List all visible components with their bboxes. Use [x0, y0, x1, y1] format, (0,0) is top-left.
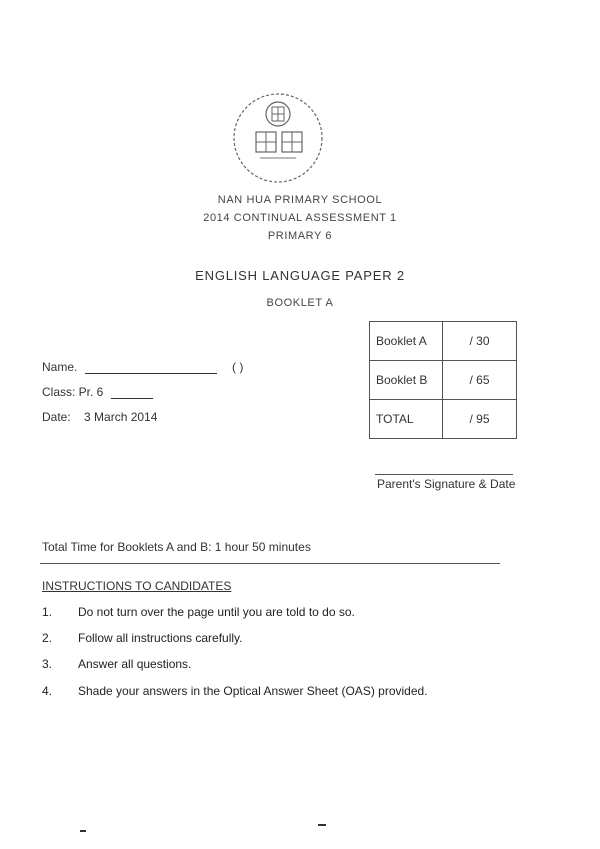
- instruction-item: [42, 684, 428, 698]
- marks-value: / 95: [443, 400, 517, 439]
- register-number-brackets: ( ): [232, 360, 244, 374]
- instruction-number: 2.: [42, 631, 53, 645]
- marks-table: [369, 321, 517, 439]
- table-row: [370, 400, 517, 439]
- instruction-number: 4.: [42, 684, 53, 698]
- marks-value: / 30: [443, 322, 517, 361]
- name-label: Name.: [42, 360, 78, 374]
- date-value: 3 March 2014: [84, 410, 158, 424]
- school-crest-logo: [230, 90, 326, 186]
- instruction-text: Follow all instructions carefully.: [78, 631, 243, 645]
- scan-speck: [80, 830, 86, 832]
- marks-value: / 65: [443, 361, 517, 400]
- instruction-number: 3.: [42, 657, 53, 671]
- instruction-text: Do not turn over the page until you are told to do so.: [78, 605, 355, 619]
- instructions-heading: INSTRUCTIONS TO CANDIDATES: [42, 579, 232, 593]
- instruction-item: [42, 631, 243, 645]
- booklet-label: BOOKLET A: [266, 297, 334, 309]
- marks-label: TOTAL: [370, 400, 443, 439]
- table-row: [370, 361, 517, 400]
- instruction-text: Answer all questions.: [78, 657, 192, 671]
- signature-label: Parent's Signature & Date: [377, 477, 516, 491]
- level-label: PRIMARY 6: [267, 230, 333, 242]
- class-blank: [111, 398, 153, 399]
- table-row: [370, 322, 517, 361]
- date-label: Date:: [42, 410, 71, 424]
- paper-title: ENGLISH LANGUAGE PAPER 2: [195, 268, 405, 283]
- date-field: [42, 410, 157, 424]
- scan-speck: [318, 824, 326, 826]
- instruction-number: 1.: [42, 605, 53, 619]
- marks-label: Booklet A: [370, 322, 443, 361]
- name-field: [42, 360, 243, 374]
- name-blank: [85, 373, 217, 374]
- instruction-text: Shade your answers in the Optical Answer Sheet (OAS) provided.: [78, 684, 428, 698]
- instruction-item: [42, 657, 191, 671]
- instruction-item: [42, 605, 355, 619]
- total-time: Total Time for Booklets A and B: 1 hour 50 minutes: [42, 540, 311, 554]
- marks-label: Booklet B: [370, 361, 443, 400]
- class-label: Class: Pr. 6: [42, 385, 104, 399]
- divider: [40, 563, 500, 564]
- assessment-name: 2014 CONTINUAL ASSESSMENT 1: [203, 212, 397, 224]
- school-name: NAN HUA PRIMARY SCHOOL: [217, 194, 383, 206]
- signature-line: [375, 474, 513, 475]
- class-field: [42, 385, 153, 399]
